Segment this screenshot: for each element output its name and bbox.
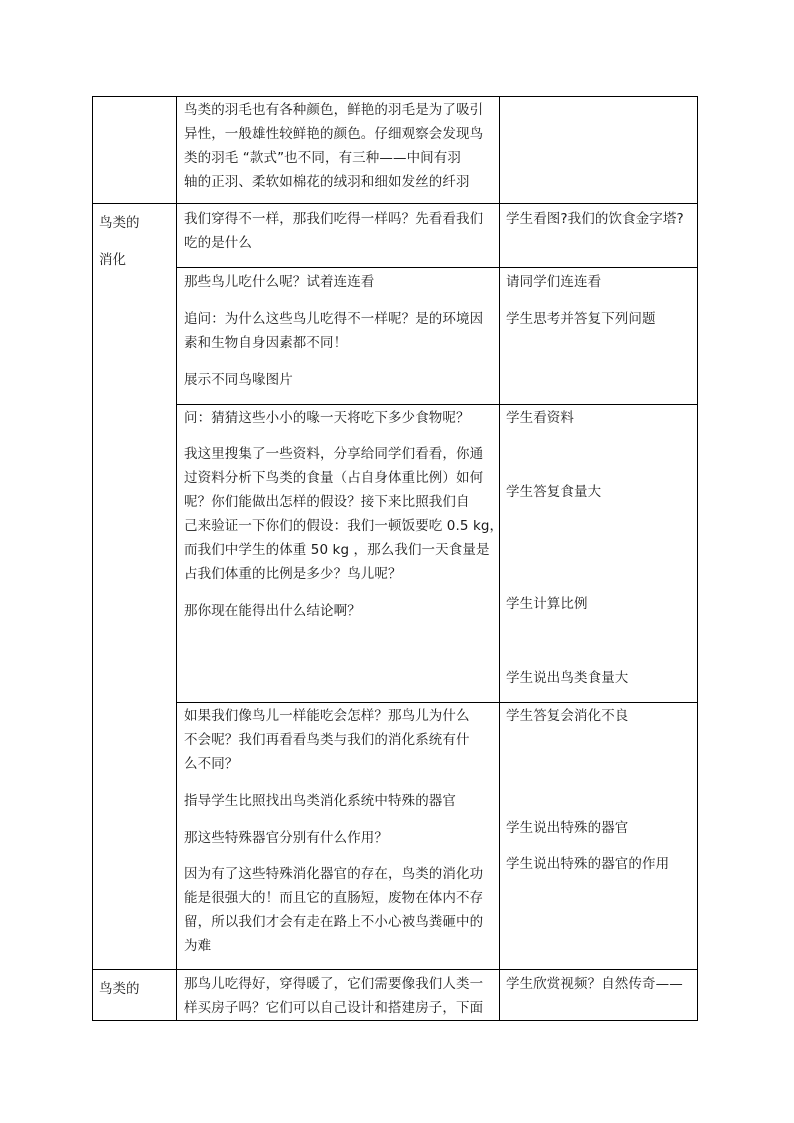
- row4-middle-line: 而我们中学生的体重 50 kg ，那么我们一天食量是: [184, 542, 490, 558]
- row5-middle-line: 那这些特殊器官分别有什么作用？: [184, 830, 388, 846]
- section-label: 消化: [99, 252, 126, 268]
- row-divider: [176, 702, 697, 703]
- section-label: 鸟类的: [99, 215, 140, 231]
- row4-middle-line: 占我们体重的比例是多少？鸟儿呢？: [184, 566, 402, 582]
- row5-middle-line: 为难: [184, 938, 212, 954]
- section-label: 鸟类的: [99, 981, 140, 997]
- row3-middle-line: 那些鸟儿吃什么呢？试着连连看: [184, 274, 375, 290]
- row4-middle-line: 呢？你们能做出怎样的假设？接下来比照我们自: [184, 494, 470, 510]
- row4-right-line: 学生看资料: [506, 410, 574, 426]
- row2-middle-line: 我们穿得不一样，那我们吃得一样吗？先看看我们: [184, 211, 484, 227]
- row1-middle-line: 类的羽毛 “款式”也不同，有三种——中间有羽: [184, 150, 461, 166]
- row4-right-line: 学生答复食量大: [506, 484, 602, 500]
- row5-middle-line: 不会呢？我们再看看鸟类与我们的消化系统有什: [184, 732, 470, 748]
- row3-middle-line: 追问：为什么这些鸟儿吃得不一样呢？是的环境因: [184, 311, 484, 327]
- row6-right-line: 学生欣赏视频？自然传奇——: [506, 976, 683, 992]
- row6-middle-line: 样买房子吗？它们可以自己设计和搭建房子，下面: [184, 1000, 484, 1016]
- row1-middle-line: 鸟类的羽毛也有各种颜色，鲜艳的羽毛是为了吸引: [184, 102, 484, 118]
- row1-middle-line: 轴的正羽、柔软如棉花的绒羽和细如发丝的纤羽: [184, 174, 470, 190]
- row5-right-line: 学生答复会消化不良: [506, 708, 629, 724]
- row2-right-line: 学生看图?我们的饮食金字塔?: [506, 211, 684, 227]
- table-right-border: [697, 96, 698, 1021]
- row5-middle-line: 能是很强大的！而且它的直肠短，废物在体内不存: [184, 890, 484, 906]
- row3-right-line: 请同学们连连看: [506, 274, 602, 290]
- row5-middle-line: 因为有了这些特殊消化器官的存在，鸟类的消化功: [184, 866, 484, 882]
- row-divider: [176, 404, 697, 405]
- row3-right-line: 学生思考并答复下列问题: [506, 311, 656, 327]
- column-divider: [176, 96, 177, 1021]
- row3-middle-line: 展示不同鸟喙图片: [184, 372, 293, 388]
- row4-right-line: 学生计算比例: [506, 596, 588, 612]
- table-bottom-border: [92, 1020, 697, 1021]
- row1-middle-line: 异性，一般雄性较鲜艳的颜色。仔细观察会发现鸟: [184, 126, 484, 142]
- row5-middle-line: 留，所以我们才会有走在路上不小心被鸟粪砸中的: [184, 914, 484, 930]
- row5-middle-line: 指导学生比照找出鸟类消化系统中特殊的器官: [184, 793, 456, 809]
- table-left-border: [92, 96, 93, 1021]
- row5-right-line: 学生说出特殊的器官: [506, 820, 629, 836]
- row5-right-line: 学生说出特殊的器官的作用: [506, 856, 670, 872]
- row3-middle-line: 素和生物自身因素都不同！: [184, 335, 348, 351]
- row-divider: [176, 267, 697, 268]
- row2-middle-line: 吃的是什么: [184, 235, 252, 251]
- row4-middle-line: 那你现在能得出什么结论啊？: [184, 603, 361, 619]
- row4-middle-line: 己来验证一下你们的假设：我们一顿饭要吃 0.5 kg，: [184, 518, 504, 534]
- row6-middle-line: 那鸟儿吃得好，穿得暖了，它们需要像我们人类一: [184, 976, 484, 992]
- row4-right-line: 学生说出鸟类食量大: [506, 670, 629, 686]
- table-top-border: [92, 96, 697, 97]
- row4-middle-line: 问：猜猜这些小小的喙一天将吃下多少食物呢？: [184, 410, 470, 426]
- column-divider: [499, 96, 500, 1021]
- row4-middle-line: 过资料分析下鸟类的食量（占自身体重比例）如何: [184, 470, 484, 486]
- row5-middle-line: 么不同？: [184, 756, 239, 772]
- row5-middle-line: 如果我们像鸟儿一样能吃会怎样？那鸟儿为什么: [184, 708, 470, 724]
- row-divider: [92, 969, 697, 970]
- row4-middle-line: 我这里搜集了一些资料，分享给同学们看看，你通: [184, 446, 484, 462]
- row-divider: [92, 203, 697, 204]
